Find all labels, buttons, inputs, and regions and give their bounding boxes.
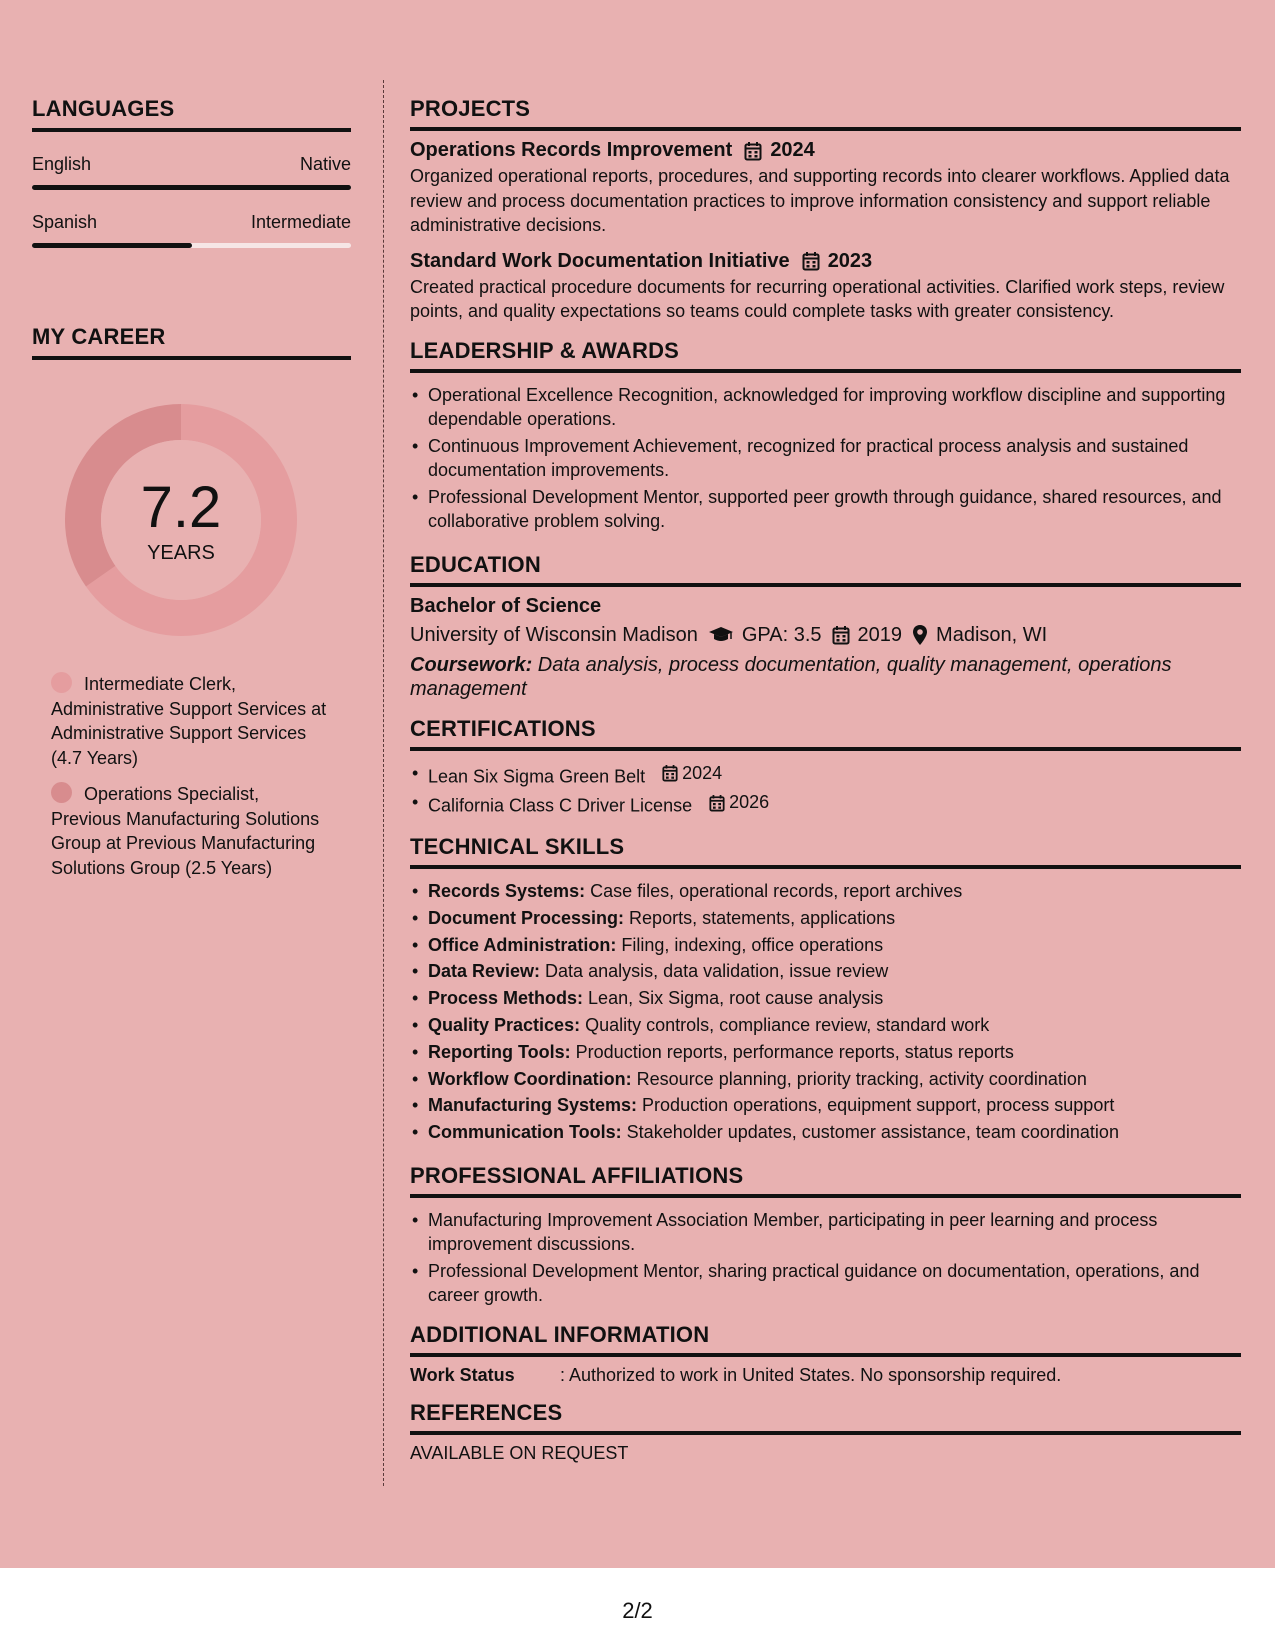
list-item	[410, 879, 1241, 904]
skill-value: Stakeholder updates, customer assistance, team coordination	[621, 1122, 1119, 1143]
certification-name: Lean Six Sigma Green Belt	[428, 765, 646, 786]
skills-heading: TECHNICAL SKILLS	[410, 834, 1241, 869]
skill-label: Records Systems:	[428, 881, 586, 901]
career-legend-item	[51, 782, 331, 880]
skill-value: Production reports, performance reports, status reports	[570, 1041, 1014, 1062]
language-level: Native	[299, 154, 351, 174]
education-degree: Bachelor of Science	[410, 594, 602, 617]
references-heading: REFERENCES	[410, 1400, 1241, 1435]
projects-heading: PROJECTS	[410, 96, 1241, 131]
right-column	[410, 96, 1241, 1474]
skill-label: Reporting Tools:	[428, 1041, 571, 1062]
list-item	[410, 906, 1241, 931]
certifications-section	[410, 716, 1241, 819]
education-gpa: GPA: 3.5	[741, 623, 822, 646]
skills-section	[410, 834, 1241, 1145]
list-item	[410, 1120, 1241, 1145]
list-item: • Continuous Improvement Achievement, recognized for practical process analysis and sustained documentation improvements.	[410, 434, 1241, 483]
education-location: Madison, WI	[936, 623, 1048, 646]
certification-year: 2024	[682, 762, 723, 783]
language-bar	[32, 243, 351, 248]
education-details	[410, 624, 1241, 647]
skill-label: Communication Tools:	[428, 1122, 622, 1143]
education-section	[410, 552, 1241, 702]
skill-label: Quality Practices:	[428, 1014, 581, 1035]
career-unit: YEARS	[147, 542, 215, 564]
education-coursework	[410, 653, 1241, 702]
list-item	[410, 933, 1241, 958]
career-heading: MY CAREER	[32, 324, 351, 360]
location-pin-icon	[912, 624, 928, 646]
project-description: Created practical procedure documents for recurring operational activities. Clarified work steps, review points, and quality expectations so teams could complete tasks with greater consistency.	[410, 276, 1225, 321]
list-item: • Manufacturing Improvement Association Member, participating in peer learning and process improvement discussions.	[410, 1208, 1241, 1257]
calendar-icon	[802, 251, 820, 271]
skill-value: Resource planning, priority tracking, activity coordination	[631, 1068, 1087, 1089]
skill-label: Workflow Coordination:	[428, 1068, 632, 1089]
page-footer	[0, 1568, 1275, 1650]
list-item	[410, 1013, 1241, 1038]
leadership-list	[410, 383, 1241, 534]
language-item	[32, 212, 351, 248]
skill-label: Office Administration:	[428, 934, 617, 955]
project-item	[410, 139, 1241, 238]
career-total: 7.2	[140, 475, 222, 540]
certification-year: 2026	[729, 792, 770, 813]
career-legend-label: Operations Specialist, Previous Manufacturing Solutions Group at Previous Manufacturing Solutions Group (2.5 Years)	[51, 784, 320, 878]
legend-dot	[51, 782, 72, 803]
list-item: • Operational Excellence Recognition, acknowledged for improving workflow discipline and supporting dependable operations.	[410, 383, 1241, 432]
education-year: 2019	[857, 623, 903, 646]
references-section	[410, 1400, 1241, 1464]
legend-dot	[51, 672, 72, 693]
calendar-icon	[744, 141, 762, 161]
certifications-heading: CERTIFICATIONS	[410, 716, 1241, 751]
column-divider	[383, 80, 384, 1486]
languages-heading: LANGUAGES	[32, 96, 351, 132]
language-name: English	[32, 154, 92, 174]
skill-label: Document Processing:	[428, 907, 625, 928]
leadership-heading: LEADERSHIP & AWARDS	[410, 338, 1241, 373]
skill-value: Lean, Six Sigma, root cause analysis	[583, 988, 884, 1009]
skill-value: Case files, operational records, report archives	[585, 881, 963, 901]
work-status-label: Work Status	[410, 1364, 515, 1385]
coursework-label: Coursework:	[410, 653, 533, 676]
project-description: Organized operational reports, procedures, and supporting records into clearer workflows. Applied data review and process documentation practices to improve information consistency and support reliable administrative decisions.	[410, 166, 1230, 235]
skill-label: Manufacturing Systems:	[428, 1095, 638, 1116]
list-item	[410, 1040, 1241, 1065]
project-title: Operations Records Improvement	[410, 139, 733, 161]
list-item: • Professional Development Mentor, sharing practical guidance on documentation, operations, and career growth.	[410, 1259, 1241, 1308]
additional-section	[410, 1322, 1241, 1386]
career-legend-label: Intermediate Clerk, Administrative Support Services at Administrative Support Services (4.7 Years)	[51, 674, 327, 768]
skill-value: Reports, statements, applications	[624, 907, 896, 928]
list-item	[410, 761, 1241, 789]
skill-value: Production operations, equipment support, process support	[637, 1095, 1115, 1116]
list-item	[410, 1067, 1241, 1092]
language-bar-fill	[32, 243, 192, 248]
skill-value: Data analysis, data validation, issue review	[540, 961, 889, 982]
list-item	[410, 986, 1241, 1011]
skill-value: Quality controls, compliance review, standard work	[580, 1014, 990, 1035]
leadership-section	[410, 338, 1241, 534]
list-item	[410, 790, 1241, 818]
project-year: 2023	[827, 249, 873, 272]
education-school: University of Wisconsin Madison	[410, 623, 698, 646]
language-bar	[32, 185, 351, 190]
language-name: Spanish	[32, 212, 98, 232]
affiliations-heading: PROFESSIONAL AFFILIATIONS	[410, 1163, 1241, 1198]
skill-value: Filing, indexing, office operations	[616, 934, 884, 955]
work-status-value: : Authorized to work in United States. No sponsorship required.	[560, 1364, 1062, 1385]
page-number: 2/2	[622, 1598, 653, 1623]
list-item	[410, 1093, 1241, 1118]
affiliations-section	[410, 1163, 1241, 1308]
certifications-list	[410, 761, 1241, 819]
coursework-text: Data analysis, process documentation, quality management, operations management	[410, 653, 1172, 700]
skills-list	[410, 879, 1241, 1145]
calendar-icon	[709, 794, 725, 812]
language-bar-fill	[32, 185, 351, 190]
language-level: Intermediate	[250, 212, 351, 232]
career-donut	[65, 404, 297, 636]
additional-heading: ADDITIONAL INFORMATION	[410, 1322, 1241, 1357]
projects-section	[410, 96, 1241, 324]
skill-label: Data Review:	[428, 961, 541, 982]
skill-label: Process Methods:	[428, 988, 584, 1009]
education-heading: EDUCATION	[410, 552, 1241, 587]
career-legend	[51, 672, 331, 880]
calendar-icon	[662, 764, 678, 782]
certification-name: California Class C Driver License	[428, 795, 693, 816]
references-text: AVAILABLE ON REQUEST	[410, 1442, 629, 1463]
calendar-icon	[832, 625, 850, 645]
career-legend-item	[51, 672, 331, 770]
project-year: 2024	[770, 139, 815, 161]
work-status-row	[410, 1365, 1241, 1386]
list-item: • Professional Development Mentor, supported peer growth through guidance, shared resources, and collaborative problem solving.	[410, 485, 1241, 534]
list-item	[410, 959, 1241, 984]
affiliations-list	[410, 1208, 1241, 1308]
left-column	[32, 96, 351, 892]
language-item	[32, 154, 351, 190]
project-title: Standard Work Documentation Initiative	[410, 249, 790, 272]
project-item	[410, 250, 1241, 324]
graduation-cap-icon	[708, 626, 734, 644]
